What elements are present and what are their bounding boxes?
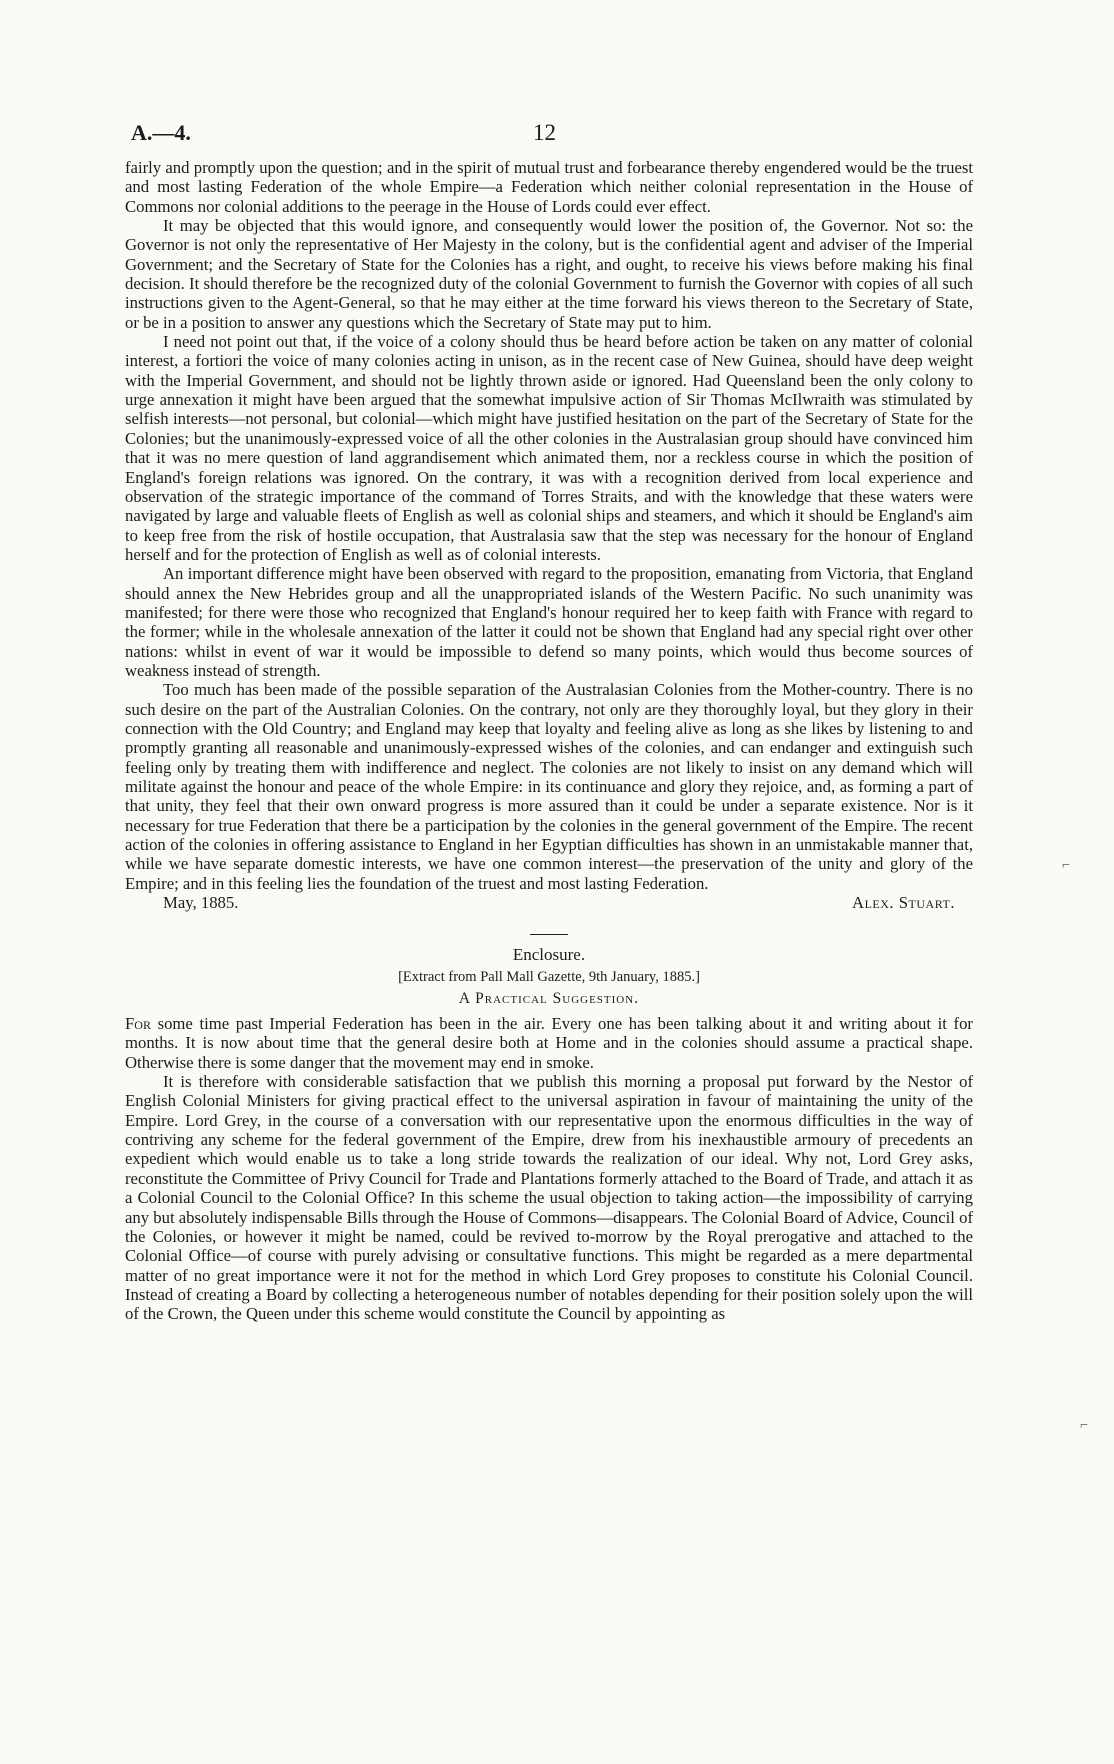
enclosure-title: Enclosure. bbox=[512, 945, 586, 965]
margin-mark: ⌐ bbox=[1080, 1418, 1088, 1433]
margin-mark: ⌐ bbox=[1062, 858, 1070, 873]
page-header bbox=[125, 118, 973, 158]
article-heading: A Practical Suggestion. bbox=[458, 990, 640, 1008]
page-number: 12 bbox=[533, 120, 556, 145]
article-body bbox=[125, 1014, 973, 1324]
paragraph: An important difference might have been observed with regard to the proposition, emanating from Victoria, that England should annex the New Hebrides group and all the unappropriated islands of the Western Pacific. No such unanimity was manifested; for there were those who recognized that England's honour required her to keep faith with France with regard to the former; while in the wholesale annexation of the latter it could not be shown that England had any special right over other nations: whilst in event of war it would be impossible to defend so many points, which would thus become sources of weakness instead of strength. bbox=[125, 564, 973, 680]
extract-source: [Extract from Pall Mall Gazette, 9th January, 1885.] bbox=[398, 969, 700, 986]
paragraph: I need not point out that, if the voice of a colony should thus be heard before action be taken on any matter of colonial interest, a fortiori the voice of many colonies acting in unison, as in the recent case of New Guinea, should have deep weight with the Imperial Government, and should not be lightly thrown aside or ignored. Had Queensland been the only colony to urge annexation it might have been argued that the somewhat impulsive action of Sir Thomas McIlwraith was stimulated by selfish interests—not personal, but colonial—which might have justified hesitation on the part of the Secretary of State for the Colonies; but the unanimously-expressed voice of all the other colonies in the Australasian group should have convinced him that it was no mere question of land aggrandisement which animated them, nor a reckless course in which the position of England's foreign relations was ignored. On the contrary, it was with a recognition derived from local experience and observation of the strategic importance of the command of Torres Straits, and with the knowledge that these waters were navigated by large and valuable fleets of English as well as colonial ships and steamers, and which it should be England's aim to keep free from the risk of hostile occupation, that Australasia saw that the step was necessary for the honour of England herself and for the protection of English as well as of colonial interests. bbox=[125, 332, 973, 564]
paragraph: Too much has been made of the possible separation of the Australasian Colonies from the Mother-country. There is no such desire on the part of the Australian Colonies. On the contrary, not only are they thoroughly loyal, but they glory in their connection with the Old Country; and England may keep that loyalty and feeling alive as long as she likes by listening to and promptly granting all reasonable and unanimously-expressed wishes of the colonies, and can endanger and extinguish such feeling only by treating them with indifference and neglect. The colonies are not likely to insist on any demand which will militate against the honour and peace of the whole Empire: in its continuance and glory they rejoice, and, as forming a part of that unity, they feel that their own onward progress is more assured than it could be under a separate existence. Nor is it necessary for true Federation that there be a participation by the colonies in the general government of the Empire. The recent action of the colonies in offering assistance to England in her Egyptian difficulties has shown in an unmistakable manner that, while we have separate domestic interests, we have one common interest—the preservation of the unity and glory of the Empire; and in this feeling lies the foundation of the truest and most lasting Federation. bbox=[125, 680, 973, 893]
letter-body bbox=[125, 158, 973, 893]
letter-date: May, 1885. bbox=[163, 893, 239, 913]
paragraph-text: some time past Imperial Federation has been in the air. Every one has been talking about it and writing about it for months. It is now about time that the general desire both at Home and in the colonies should assume a practical shape. Otherwise there is some danger that the movement may end in smoke. bbox=[125, 1014, 973, 1072]
section-divider bbox=[530, 934, 568, 935]
signature: Alex. Stuart. bbox=[852, 893, 955, 913]
document-reference: A.—4. bbox=[131, 120, 191, 145]
document-page bbox=[125, 118, 973, 1324]
paragraph: It may be objected that this would ignore, and consequently would lower the position of, the Governor. Not so: the Governor is not only the representative of Her Majesty in the colony, but is the confidential agent and adviser of the Imperial Government; and the Secretary of State for the Colonies has a right, and ought, to receive his views before making his final decision. It should therefore be the recognized duty of the colonial Government to furnish the Governor with copies of all such instructions given to the Agent-General, so that he may either at the time forward his views thereon to the Secretary of State, or be in a position to answer any questions which the Secretary of State may put to him. bbox=[125, 216, 973, 332]
paragraph bbox=[125, 1014, 973, 1072]
paragraph: It is therefore with considerable satisfaction that we publish this morning a proposal put forward by the Nestor of English Colonial Ministers for giving practical effect to the universal aspiration in favour of maintaining the unity of the Empire. Lord Grey, in the course of a conversation with our representative upon the enormous difficulties in the way of contriving any scheme for the federal government of the Empire, drew from his inexhaustible armoury of precedents an expedient which would enable us to take a long stride towards the realization of our ideal. Why not, Lord Grey asks, reconstitute the Committee of Privy Council for Trade and Plantations formerly attached to the Board of Trade, and attach it as a Colonial Council to the Colonial Office? In this scheme the usual objection to taking action—the impossibility of carrying any but absolutely indispensable Bills through the House of Commons—disappears. The Colonial Board of Advice, Council of the Colonies, or however it might be named, could be revived to-morrow by the Royal prerogative and attached to the Colonial Office—of course with purely advising or consultative functions. This might be regarded as a mere departmental matter of no great importance were it not for the method in which Lord Grey proposes to constitute his Colonial Council. Instead of creating a Board by collecting a heterogeneous number of notables depending for their position solely upon the will of the Crown, the Queen under this scheme would constitute the Council by appointing as bbox=[125, 1072, 973, 1324]
signoff bbox=[125, 893, 973, 912]
lead-word: For bbox=[125, 1014, 151, 1034]
paragraph: fairly and promptly upon the question; and in the spirit of mutual trust and forbearance thereby engendered would be the truest and most lasting Federation of the whole Empire—a Federation which neither colonial representation in the House of Commons nor colonial additions to the peerage in the House of Lords could ever effect. bbox=[125, 158, 973, 216]
